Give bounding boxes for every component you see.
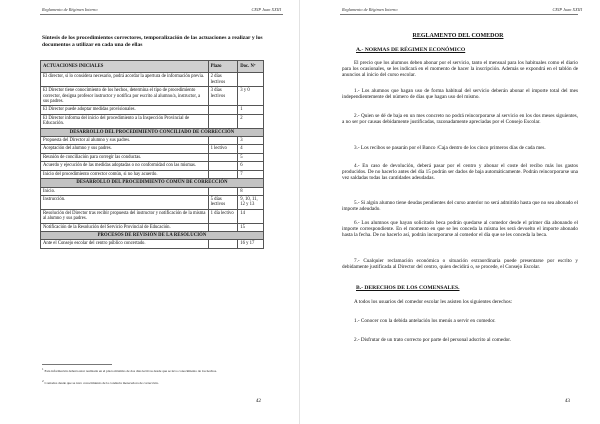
table-row xyxy=(41,170,264,178)
document-cell xyxy=(238,73,264,87)
section-row xyxy=(41,231,264,239)
paragraph-a-2: 2.- Quien se dé de baja en un mes concreto no podrá reincorporarse al servicio en los dos meses siguientes, a no ser por causas debidamente justificadas, razonadamente apreciadas por el Consejo Escolar. xyxy=(342,113,578,126)
action-cell: Propuesta del Director al alumno y sus padres. xyxy=(41,137,209,145)
deadline-cell: 5 días lectivos xyxy=(208,195,238,209)
action-cell: Aceptación del alumno y sus padres. xyxy=(41,145,209,153)
table-row xyxy=(41,73,264,87)
right-header-school: CEIP Juan XXIII xyxy=(552,7,582,12)
section-row xyxy=(41,179,264,187)
document-cell: 5 xyxy=(238,153,264,161)
section-b-heading: B.- DERECHOS DE LOS COMENSALES. xyxy=(356,285,460,291)
table-row xyxy=(41,137,264,145)
table-row xyxy=(41,114,264,128)
paragraph-b-1: 1.- Conocer con la debida antelación los menús a servir en comedor. xyxy=(354,318,496,324)
table-row xyxy=(41,240,264,248)
right-header-title: Reglamento de Régimen Interno xyxy=(342,7,398,12)
table-row xyxy=(41,153,264,161)
table-row xyxy=(41,209,264,223)
deadline-cell xyxy=(208,106,238,114)
document-cell: 8 xyxy=(238,187,264,195)
deadline-cell xyxy=(208,162,238,170)
action-cell: Notificación de la Resolución del Servicio Provincial de Educación. xyxy=(41,223,209,231)
section-title: PROCESOS DE REVISIÓN DE LA RESOLUCIÓN xyxy=(41,231,264,239)
document-cell: 3 y 0 xyxy=(238,87,264,106)
deadline-cell xyxy=(208,170,238,178)
action-cell: El Director puede adoptar medidas provisionales. xyxy=(41,106,209,114)
table-row xyxy=(41,106,264,114)
column-header: Doc. Nº xyxy=(238,61,264,73)
footnote-2-text: Contados desde que se tuvo conocimiento de la conducta merecedora de corrección. xyxy=(44,381,159,386)
paragraph-a-7: 7.- Cualquier reclamación económica o situación extraordinaria puede presentarse por escrito y debidamente justificada al Director del centro, quien decidirá o, se procede, el Consejo Escolar. xyxy=(342,258,578,271)
document-cell: 15 xyxy=(238,223,264,231)
deadline-cell: 2 días lectivos xyxy=(208,73,238,87)
intro-text: Síntesis de los procedimientos correctores, temporalización de las actuaciones a realizar y los documentos a utilizar en cada una de ellas xyxy=(42,35,263,48)
document-cell: 7 xyxy=(238,170,264,178)
table-row xyxy=(41,187,264,195)
left-page-number: 42 xyxy=(255,398,261,404)
paragraph-a-3: 3.- Los recibos se pasarán por el Banco /Caja dentro de los cinco primeros días de cada mes. xyxy=(354,145,546,151)
table-header-row xyxy=(41,61,264,73)
table-row xyxy=(41,145,264,153)
document-cell: 1 xyxy=(238,106,264,114)
document-cell: 6 xyxy=(238,162,264,170)
paragraph-a-6: 6.- Los alumnos que hayan solicitado beca podrán quedarse al comedor desde el primer día abonando el importe correspondiente. En el momento en que se les conceda la misma les será devuelto el importe abonado hasta la fecha. De no hacerlo así, podrán incorporarse al comedor el día que se les conceda la beca. xyxy=(342,220,578,239)
action-cell: El Director informa del inicio del procedimiento a la Inspección Provincial de Educación. xyxy=(41,114,209,128)
paragraph-b-0: A todos los usuarios del comedor escolar les asisten los siguientes derechos: xyxy=(354,299,513,305)
document-cell: 2 xyxy=(238,114,264,128)
action-cell: Reunión de conciliación para corregir las conductas. xyxy=(41,153,209,161)
document-cell: 14 xyxy=(238,209,264,223)
action-cell: Inicio del procedimiento corrector común, si no hay acuerdo. xyxy=(41,170,209,178)
left-header-title: Reglamento de Régimen Interno xyxy=(42,7,98,12)
section-title: DESARROLLO DEL PROCEDIMIENTO COMÚN DE CORRECCIÓN xyxy=(41,179,264,187)
action-cell: Inicio. xyxy=(41,187,209,195)
right-page xyxy=(300,0,600,424)
footnote-rule xyxy=(42,364,112,365)
section-a-heading: A.- NORMAS DE RÉGIMEN ECONÓMICO xyxy=(356,47,466,53)
deadline-cell: 1 día lectivo xyxy=(208,209,238,223)
deadline-cell xyxy=(208,153,238,161)
table-row xyxy=(41,195,264,209)
page-title: REGLAMENTO DEL COMEDOR xyxy=(412,33,504,39)
procedures-table xyxy=(40,60,264,249)
deadline-cell xyxy=(208,114,238,128)
deadline-cell xyxy=(208,240,238,248)
action-cell: Ante el Consejo escolar del centro público concertado. xyxy=(41,240,209,248)
document-cell: 9, 10, 11, 12 y 13 xyxy=(238,195,264,209)
action-cell: El Director tiene conocimiento de los hechos, determina el tipo de procedimiento corrector, designa profesor instructor y notifica por escrito al alumno/a, instructor, a sus padres. xyxy=(41,87,209,106)
paragraph-a-4: 4.- En caso de devolución, deberá pasar por el centro y abonar el coste del recibo más los gastos producidos. De no hacerlo antes del día 15 podrán ser dados de baja automáticamente. Podrán reincorporarse una vez saldadas todas las cantidades adeudadas. xyxy=(342,163,578,182)
paragraph-a-0: El precio que los alumnos deben abonar por el servicio, tanto el mensual para los habituales como el diario para los ocasionales, se les indicará en el momento de hacer la inscripción. Además se expondrá en el tablón de anuncios al inicio del curso escolar. xyxy=(342,60,578,79)
action-cell: El director, si lo considera necesario, podrá acordar la apertura de información previa. xyxy=(41,73,209,87)
right-header-rule xyxy=(340,14,578,15)
footnote-1: 1 Esta información deberá estar realizada en el plazo máximo de dos días lectivos desde que se tuvo conocimiento de los hechos. xyxy=(42,367,217,374)
document-cell: 3 xyxy=(238,137,264,145)
table-row xyxy=(41,87,264,106)
action-cell: Acuerdo y ejecución de las medidas adoptadas o no conformidad con las mismas. xyxy=(41,162,209,170)
action-cell: Resolución del Director tras recibir propuesta del instructor y notificación de la misma al alumno y sus padres. xyxy=(41,209,209,223)
footnote-2: 2 Contados desde que se tuvo conocimiento de la conducta merecedora de corrección. xyxy=(42,379,159,386)
deadline-cell: 3 días lectivos xyxy=(208,87,238,106)
deadline-cell xyxy=(208,187,238,195)
document-cell: 4 xyxy=(238,145,264,153)
table-row xyxy=(41,223,264,231)
column-header: Plazo xyxy=(208,61,238,73)
paragraph-b-2: 2.- Disfrutar de un trato correcto por parte del personal adscrito al comedor. xyxy=(354,337,512,343)
paragraph-a-1: 1.- Los alumnos que hagan uso de forma habitual del servicio deberán abonar el importe total del mes independientemente del número de días que hagan uso del mismo. xyxy=(342,88,578,101)
deadline-cell: 1 lectivo xyxy=(208,145,238,153)
section-row xyxy=(41,128,264,136)
paragraph-a-5: 5.- Si algún alumno tiene deudas pendientes del curso anterior no será admitido hasta que no sea abonado el importe adeudado. xyxy=(342,200,579,213)
document-cell: 16 y 17 xyxy=(238,240,264,248)
footnote-1-text: Esta información deberá estar realizada en el plazo máximo de dos días lectivos desde que se tuvo conocimiento de los hechos. xyxy=(44,369,217,374)
right-page-number: 43 xyxy=(564,398,570,404)
deadline-cell xyxy=(208,137,238,145)
left-header-rule xyxy=(40,14,283,15)
deadline-cell xyxy=(208,223,238,231)
column-header: ACTUACIONES INICIALES xyxy=(41,61,209,73)
section-title: DESARROLLO DEL PROCEDIMIENTO CONCILIADO DE CORRECCIÓN xyxy=(41,128,264,136)
action-cell: Instrucción. xyxy=(41,195,209,209)
left-header-school: CEIP Juan XXIII xyxy=(251,7,281,12)
table-row xyxy=(41,162,264,170)
